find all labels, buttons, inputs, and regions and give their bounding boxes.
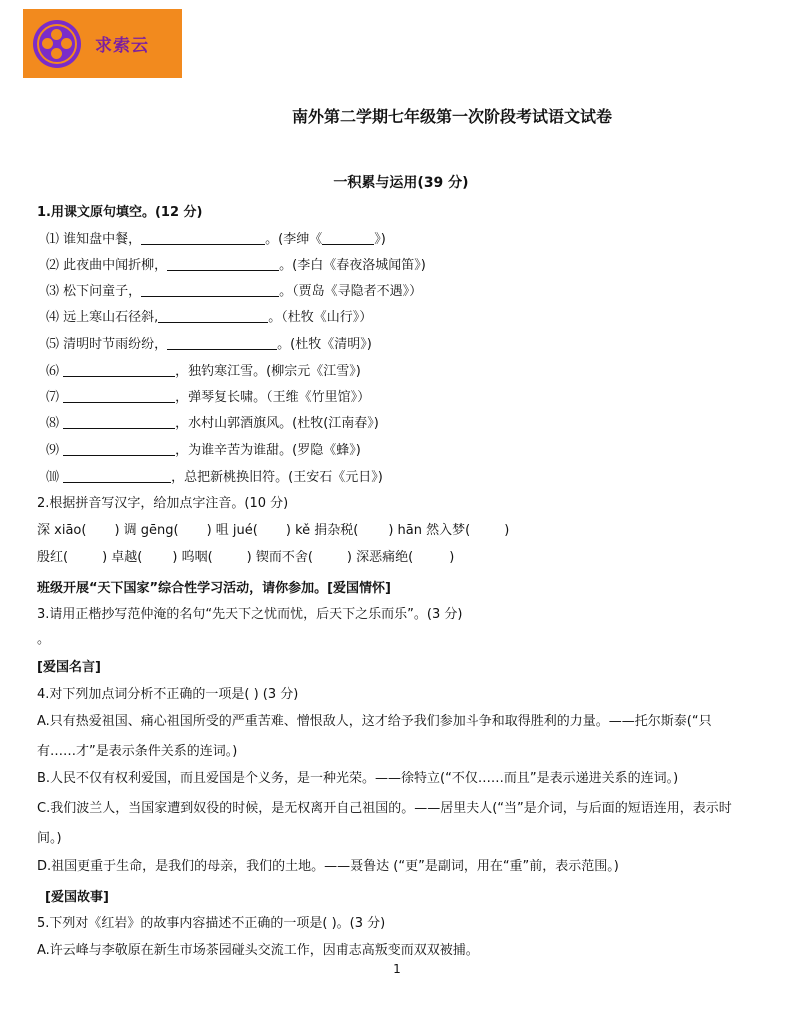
q4-option-a: A.只有热爱祖国、痛心祖国所受的严重苦难、憎恨敌人，这才给予我们参加斗争和取得胜利的力量。——托尔斯泰(“只 bbox=[37, 714, 712, 729]
section-heading: 一积累与运用(39 分) bbox=[333, 175, 469, 191]
q1-item-8: ⑻ ，水村山郭酒旗风。(杜牧(江南春》) bbox=[46, 416, 379, 431]
subheading-stories: [爱国故事] bbox=[45, 890, 109, 905]
q2-row-2: 殷红( ) 卓越( ) 呜咽( ) 锲而不舍( ) 深恶痛绝( ) bbox=[37, 550, 455, 565]
logo bbox=[23, 9, 182, 78]
fill-blank[interactable] bbox=[322, 232, 374, 245]
activity-heading: 班级开展“天下国家”综合性学习活动，请你参加。[爱国情怀] bbox=[37, 581, 391, 596]
fill-blank[interactable] bbox=[63, 443, 175, 456]
q5-heading: 5.下列对《红岩》的故事内容描述不正确的一项是( )。(3 分) bbox=[37, 916, 386, 931]
q1-item-7: ⑺ ，弹琴复长啸。（王维《竹里馆》） bbox=[46, 390, 371, 405]
fill-blank[interactable] bbox=[63, 470, 171, 483]
fill-blank[interactable] bbox=[63, 390, 175, 403]
fill-blank[interactable] bbox=[141, 232, 265, 245]
q3-answer-line[interactable]: 。 bbox=[37, 632, 51, 647]
logo-flower-icon bbox=[33, 20, 81, 68]
fill-blank[interactable] bbox=[141, 284, 279, 297]
q4-option-c-cont: 间。) bbox=[37, 831, 62, 846]
fill-blank[interactable] bbox=[167, 337, 277, 350]
q1-heading: 1.用课文原句填空。(12 分) bbox=[37, 205, 203, 220]
q1-item-2: ⑵ 此夜曲中闻折柳， 。(李白《春夜洛城闻笛》) bbox=[46, 258, 426, 273]
q4-option-c: C.我们波兰人，当国家遭到奴役的时候，是无权离开自己祖国的。——居里夫人(“当”是介词，与后面的短语连用，表示时 bbox=[37, 801, 732, 816]
fill-blank[interactable] bbox=[158, 310, 268, 323]
q4-option-d: D.祖国更重于生命，是我们的母亲，我们的土地。——聂鲁达 (“更”是副词，用在“重”前，表示范围。) bbox=[37, 859, 619, 874]
q4-heading: 4.对下列加点词分析不正确的一项是( ) (3 分) bbox=[37, 687, 299, 702]
q1-item-1: ⑴ 谁知盘中餐， 。(李绅《 》) bbox=[46, 232, 386, 247]
q4-option-a-cont: 有……才”是表示条件关系的连词。) bbox=[37, 744, 238, 759]
q1-item-10: ⑽ ，总把新桃换旧符。(王安石《元日》) bbox=[46, 470, 383, 485]
q4-option-b: B.人民不仅有权利爱国，而且爱国是个义务，是一种光荣。——徐特立(“不仅……而且”是表示递进关系的连词。) bbox=[37, 771, 679, 786]
subheading-quotes: [爱国名言] bbox=[37, 660, 101, 675]
q1-item-4: ⑷ 远上寒山石径斜, 。（杜牧《山行》） bbox=[46, 310, 373, 325]
q2-row-1: 深 xiāo( ) 调 gēng( ) 咀 jué( ) kě 捐杂税( ) hān 然入梦( ) bbox=[37, 523, 510, 538]
fill-blank[interactable] bbox=[63, 364, 175, 377]
page-title: 南外第二学期七年级第一次阶段考试语文试卷 bbox=[291, 107, 612, 126]
q1-item-6: ⑹ ，独钓寒江雪。(柳宗元《江雪》) bbox=[46, 364, 361, 379]
page-number: 1 bbox=[393, 962, 401, 976]
q1-item-3: ⑶ 松下问童子， 。（贾岛《寻隐者不遇》） bbox=[46, 284, 423, 299]
logo-text: 求索云 bbox=[95, 36, 149, 56]
q5-option-a: A.许云峰与李敬原在新生市场茶园碰头交流工作，因甫志高叛变而双双被捕。 bbox=[37, 943, 479, 958]
q1-item-9: ⑼ ，为谁辛苦为谁甜。(罗隐《蜂》) bbox=[46, 443, 361, 458]
q1-item-5: ⑸ 清明时节雨纷纷， 。(杜牧《清明》) bbox=[46, 337, 372, 352]
fill-blank[interactable] bbox=[167, 258, 279, 271]
q3-text: 3.请用正楷抄写范仲淹的名句“先天下之忧而忧，后天下之乐而乐”。(3 分) bbox=[37, 607, 463, 622]
q2-heading: 2.根据拼音写汉字，给加点字注音。(10 分) bbox=[37, 496, 289, 511]
fill-blank[interactable] bbox=[63, 416, 175, 429]
